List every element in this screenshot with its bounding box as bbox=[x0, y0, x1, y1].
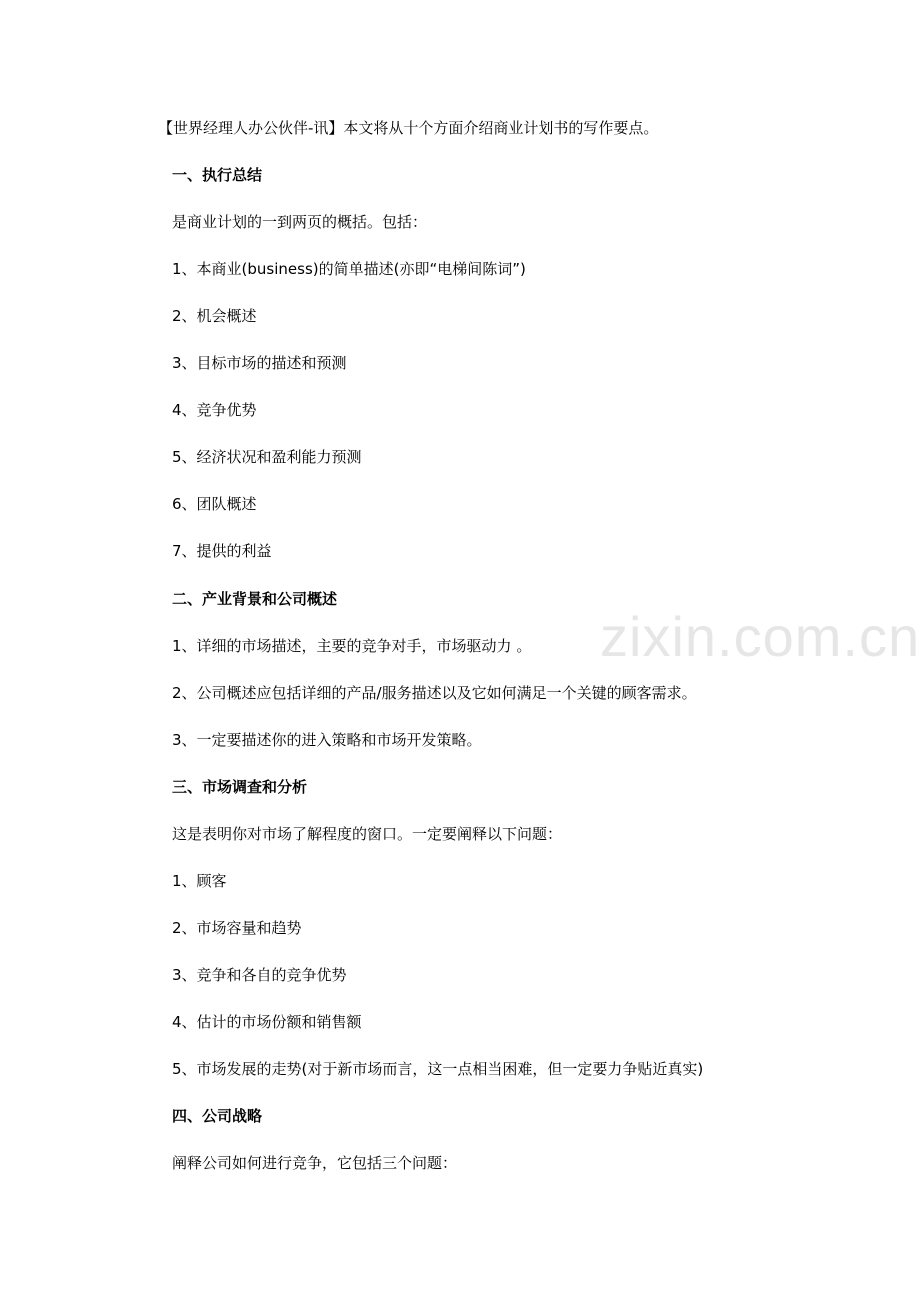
list-item: 2、公司概述应包括详细的产品/服务描述以及它如何满足一个关键的顾客需求。 bbox=[172, 684, 697, 702]
list-item: 7、提供的利益 bbox=[172, 542, 272, 560]
list-item: 1、本商业(business)的简单描述(亦即“电梯间陈词”) bbox=[172, 260, 526, 278]
section-description: 阐释公司如何进行竞争，它包括三个问题： bbox=[172, 1154, 458, 1172]
list-item: 5、市场发展的走势(对于新市场而言，这一点相当困难，但一定要力争贴近真实) bbox=[172, 1060, 704, 1078]
intro-paragraph: 【世界经理人办公伙伴-讯】本文将从十个方面介绍商业计划书的写作要点。 bbox=[158, 119, 659, 137]
list-item: 2、机会概述 bbox=[172, 307, 257, 325]
list-item: 3、目标市场的描述和预测 bbox=[172, 354, 347, 372]
section-heading-executive-summary: 一、执行总结 bbox=[172, 166, 263, 184]
list-item: 6、团队概述 bbox=[172, 495, 257, 513]
list-item: 5、经济状况和盈利能力预测 bbox=[172, 448, 362, 466]
section-heading-market-research: 三、市场调查和分析 bbox=[172, 778, 308, 796]
section-description: 这是表明你对市场了解程度的窗口。一定要阐释以下问题： bbox=[172, 825, 563, 843]
list-item: 1、详细的市场描述，主要的竞争对手，市场驱动力 。 bbox=[172, 637, 532, 655]
list-item: 3、竞争和各自的竞争优势 bbox=[172, 966, 347, 984]
list-item: 3、一定要描述你的进入策略和市场开发策略。 bbox=[172, 731, 482, 749]
list-item: 4、竞争优势 bbox=[172, 401, 257, 419]
list-item: 1、顾客 bbox=[172, 872, 227, 890]
watermark: zixin.com.cn bbox=[600, 605, 920, 668]
list-item: 4、估计的市场份额和销售额 bbox=[172, 1013, 362, 1031]
section-heading-company-strategy: 四、公司战略 bbox=[172, 1107, 263, 1125]
list-item: 2、市场容量和趋势 bbox=[172, 919, 302, 937]
section-heading-industry-background: 二、产业背景和公司概述 bbox=[172, 590, 338, 608]
section-description: 是商业计划的一到两页的概括。包括： bbox=[172, 213, 428, 231]
